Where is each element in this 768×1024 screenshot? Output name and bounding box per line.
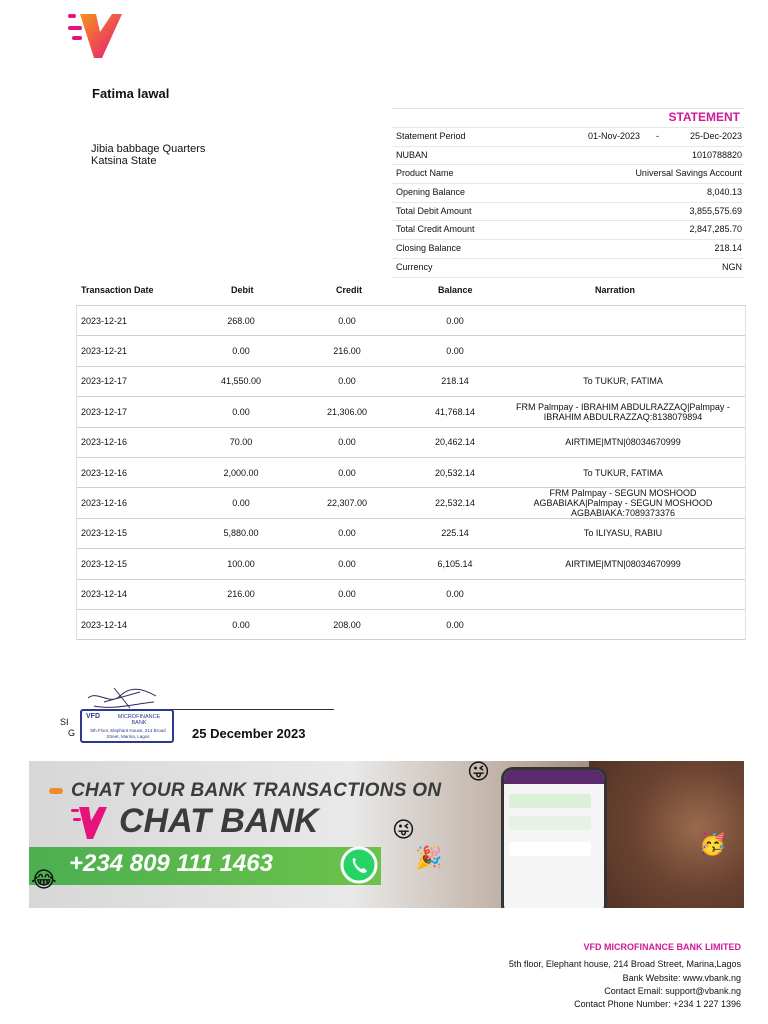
cell-balance: 41,768.14 [434, 406, 476, 417]
cell-date: 2023-12-16 [81, 498, 128, 509]
cell-date: 2023-12-21 [81, 315, 128, 326]
cell-date: 2023-12-17 [81, 376, 128, 387]
chat-bank-banner[interactable] [29, 761, 744, 908]
table-row [77, 610, 745, 640]
table-row [77, 428, 745, 458]
footer-bank-name: VFD MICROFINANCE BANK LIMITED [583, 942, 741, 952]
footer-address: 5th floor, Elephant house, 214 Broad Street, Marina,Lagos [508, 959, 741, 969]
banner-accent-dash [49, 788, 63, 794]
col-header-date: Transaction Date [81, 285, 154, 295]
cell-debit: 70.00 [229, 437, 253, 448]
summary-label: Closing Balance [396, 243, 462, 254]
cell-balance: 0.00 [446, 589, 464, 600]
banner-phone-number: +234 809 111 1463 [69, 850, 273, 877]
stamp-subtitle: MICROFINANCE BANK [117, 714, 161, 726]
summary-value: 218.14 [714, 243, 742, 254]
cell-debit: 2,000.00 [223, 467, 259, 478]
summary-row [392, 183, 744, 202]
vfd-logo-icon [66, 12, 126, 62]
summary-value: 2,847,285.70 [689, 224, 742, 235]
transactions-table [76, 305, 746, 640]
cell-credit: 21,306.00 [326, 406, 368, 417]
col-header-credit: Credit [336, 285, 363, 295]
summary-row [392, 146, 744, 165]
cell-debit: 216.00 [227, 589, 255, 600]
summary-row [392, 220, 744, 239]
customer-address-line2: Katsina State [91, 155, 157, 167]
summary-label: Total Credit Amount [396, 224, 475, 235]
cell-debit: 0.00 [232, 406, 250, 417]
cell-balance: 22,532.14 [434, 498, 476, 509]
cell-narration: AIRTIME|MTN|08034670999 [565, 437, 681, 448]
col-header-balance: Balance [438, 285, 473, 295]
stamp-brand: VFD [86, 713, 100, 720]
cell-credit: 0.00 [338, 315, 356, 326]
col-header-debit: Debit [231, 285, 254, 295]
cell-debit: 0.00 [232, 498, 250, 509]
signature-date: 25 December 2023 [192, 726, 306, 741]
cell-date: 2023-12-14 [81, 589, 128, 600]
cell-narration: AIRTIME|MTN|08034670999 [565, 558, 681, 569]
cell-date: 2023-12-16 [81, 467, 128, 478]
cell-credit: 0.00 [338, 376, 356, 387]
summary-value: 8,040.13 [706, 187, 742, 198]
summary-label: Product Name [396, 168, 454, 179]
cell-debit: 0.00 [232, 346, 250, 357]
cell-balance: 6,105.14 [437, 558, 473, 569]
winking-emoji-icon: 😜 [392, 817, 415, 842]
table-row [77, 306, 745, 336]
cell-narration: To TUKUR, FATIMA [583, 467, 663, 478]
period-to: 25-Dec-2023 [689, 131, 742, 141]
cell-credit: 0.00 [338, 528, 356, 539]
cell-debit: 100.00 [227, 558, 255, 569]
table-row [77, 397, 745, 427]
cell-date: 2023-12-14 [81, 619, 128, 630]
v-logo-icon [71, 805, 107, 841]
footer-phone: Contact Phone Number: +234 1 227 1396 [574, 999, 741, 1009]
summary-value: Universal Savings Account [635, 168, 742, 179]
cell-date: 2023-12-16 [81, 437, 128, 448]
chat-bubble [509, 816, 591, 830]
phone-mockup [501, 767, 607, 908]
bank-stamp [80, 709, 174, 743]
cell-narration: FRM Palmpay - IBRAHIM ABDULRAZZAQ|Palmpay - IBRAHIM ABDULRAZZAQ:8138079894 [516, 401, 730, 422]
summary-label: Currency [396, 261, 433, 272]
cell-debit: 5,880.00 [223, 528, 259, 539]
chat-bubble [509, 794, 591, 808]
summary-row-period [392, 127, 744, 146]
table-row [77, 580, 745, 610]
summary-row [392, 258, 744, 278]
cell-credit: 0.00 [338, 467, 356, 478]
cell-credit: 0.00 [338, 437, 356, 448]
footer-email[interactable]: Contact Email: support@vbank.ng [604, 986, 741, 996]
customer-address-line1: Jibia babbage Quarters [91, 143, 206, 155]
phone-header-bar [504, 770, 604, 784]
summary-value: 3,855,575.69 [689, 205, 742, 216]
footer-website[interactable]: Bank Website: www.vbank.ng [622, 973, 741, 983]
customer-name: Fatima lawal [92, 86, 170, 101]
banner-brand: CHAT BANK [119, 802, 319, 840]
cell-balance: 20,532.14 [434, 467, 476, 478]
cell-credit: 0.00 [338, 558, 356, 569]
summary-label: Opening Balance [396, 187, 466, 198]
summary-label: Total Debit Amount [396, 205, 472, 216]
period-separator: - [656, 131, 659, 141]
signature-label-fragment: G [68, 728, 76, 738]
cell-debit: 41,550.00 [220, 376, 262, 387]
cell-balance: 0.00 [446, 619, 464, 630]
signature-label-fragment: SI [60, 717, 69, 727]
summary-row [392, 202, 744, 221]
cell-balance: 218.14 [441, 376, 469, 387]
laughing-emoji-icon: 😂 [31, 867, 57, 892]
cell-narration: To TUKUR, FATIMA [583, 376, 663, 387]
statement-title: STATEMENT [392, 108, 744, 127]
cell-credit: 22,307.00 [326, 498, 368, 509]
summary-row [392, 164, 744, 183]
stamp-address: 5th Floor, Elephant House, 214 Broad Street, Marina, Lagos [90, 728, 166, 739]
cell-credit: 0.00 [338, 589, 356, 600]
cell-narration: To ILIYASU, RABIU [583, 528, 663, 539]
chat-bubble [509, 842, 591, 856]
period-from: 01-Nov-2023 [588, 131, 641, 141]
col-header-narration: Narration [595, 285, 636, 295]
banner-headline: CHAT YOUR BANK TRANSACTIONS ON [71, 780, 442, 801]
table-row [77, 519, 745, 549]
cell-balance: 225.14 [441, 528, 469, 539]
summary-label: Statement Period [396, 131, 466, 141]
table-row [77, 367, 745, 397]
cell-debit: 0.00 [232, 619, 250, 630]
cell-narration: FRM Palmpay - SEGUN MOSHOOD AGBABIAKA|Palmpay - SEGUN MOSHOOD AGBABIAKA:7089373376 [533, 488, 713, 519]
whatsapp-icon [339, 845, 379, 885]
summary-value: 1010788820 [691, 149, 742, 160]
cell-balance: 0.00 [446, 346, 464, 357]
table-row [77, 488, 745, 518]
cell-credit: 208.00 [333, 619, 361, 630]
table-row [77, 336, 745, 366]
cell-date: 2023-12-15 [81, 558, 128, 569]
cell-debit: 268.00 [227, 315, 255, 326]
cell-date: 2023-12-15 [81, 528, 128, 539]
summary-value: NGN [722, 261, 742, 272]
summary-label: NUBAN [396, 149, 428, 160]
statement-summary [392, 108, 744, 278]
table-row [77, 458, 745, 488]
cell-balance: 0.00 [446, 315, 464, 326]
party-popper-icon: 🎉 [415, 845, 443, 870]
signature-scribble [84, 684, 160, 712]
cell-balance: 20,462.14 [434, 437, 476, 448]
cell-date: 2023-12-21 [81, 346, 128, 357]
cell-credit: 216.00 [333, 346, 361, 357]
winking-emoji-icon: 😜 [467, 761, 490, 784]
summary-row [392, 239, 744, 258]
phone-chat-area [509, 790, 589, 870]
party-face-icon: 🥳 [699, 831, 727, 856]
table-row [77, 549, 745, 579]
cell-date: 2023-12-17 [81, 406, 128, 417]
